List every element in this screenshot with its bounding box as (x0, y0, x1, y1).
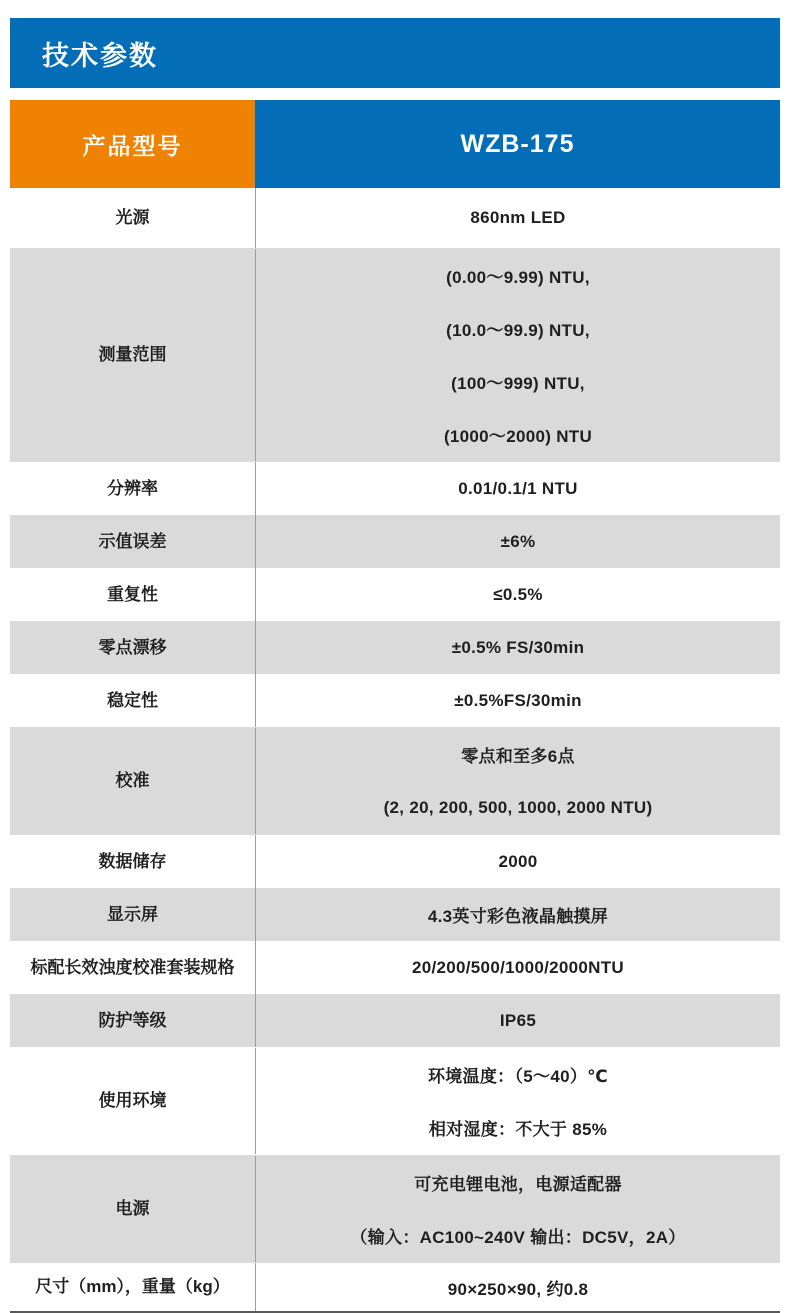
spec-value-cell (255, 888, 780, 941)
section-title-bar (10, 18, 780, 88)
spec-value-cell (255, 1263, 780, 1311)
spec-name-cell: 分辨率 (107, 478, 158, 498)
spec-value-cell (255, 515, 780, 568)
spec-value-cell (255, 994, 780, 1047)
spec-value-cell (255, 674, 780, 727)
table-row (10, 727, 780, 835)
spec-value-line: ±0.5%FS/30min (454, 690, 582, 710)
spec-value-cell (255, 728, 780, 834)
spec-value-line: (0.00～9.99) NTU, (446, 268, 590, 287)
table-row (10, 1263, 780, 1311)
spec-value-cell (255, 462, 780, 515)
spec-name-cell: 数据储存 (98, 851, 167, 871)
spec-value-line: 4.3英寸彩色液晶触摸屏 (427, 907, 609, 926)
spec-name-cell: 光源 (115, 208, 150, 228)
spec-value-cell (255, 1048, 780, 1154)
spec-value-line: 860nm LED (470, 208, 566, 227)
table-row (10, 941, 780, 994)
product-model-header-cell: 产品型号 (10, 100, 255, 188)
spec-value-line: 90×250×90, 约0.8 (447, 1279, 589, 1299)
spec-value-cell (255, 568, 780, 621)
spec-value-line: ±0.5% FS/30min (451, 637, 585, 657)
table-row (10, 888, 780, 941)
table-row (10, 621, 780, 674)
spec-value-line: （输入：AC100~240V 输出：DC5V，2A） (350, 1228, 686, 1247)
spec-value-cell (255, 249, 780, 461)
table-row (10, 248, 780, 462)
spec-name-cell: 尺寸（mm），重量（kg） (35, 1277, 230, 1297)
spec-name-cell: 校准 (115, 771, 150, 791)
spec-value-line: 0.01/0.1/1 NTU (458, 478, 578, 498)
spec-value-line: 环境温度：（5～40）℃ (427, 1067, 609, 1086)
spec-value-line: (10.0～99.9) NTU, (446, 321, 590, 340)
spec-name-cell: 重复性 (107, 584, 158, 604)
table-row (10, 515, 780, 568)
spec-value-cell (255, 621, 780, 674)
spec-value-line: 相对湿度：不大于 85% (428, 1120, 608, 1139)
spec-value-line: 20/200/500/1000/2000NTU (411, 957, 624, 977)
spec-name-cell: 电源 (115, 1199, 150, 1219)
spec-value-line: (1000～2000) NTU (443, 427, 593, 446)
spec-name-cell: 防护等级 (98, 1010, 167, 1030)
table-row (10, 568, 780, 621)
spec-name-cell: 零点漂移 (98, 637, 167, 657)
spec-value-cell (255, 188, 780, 248)
spec-value-cell (255, 1156, 780, 1262)
table-row (10, 994, 780, 1047)
table-row (10, 1047, 780, 1155)
table-row (10, 674, 780, 727)
spec-value-line: ≤0.5% (493, 584, 543, 604)
spec-table (10, 100, 780, 1313)
spec-name-cell: 测量范围 (98, 345, 167, 365)
section-title: 技术参数 (42, 40, 158, 71)
spec-name-cell: 标配长效浊度校准套装规格 (30, 957, 235, 977)
spec-value-line: 可充电锂电池，电源适配器 (414, 1175, 622, 1194)
spec-value-line: 2000 (498, 851, 538, 871)
spec-value-cell (255, 941, 780, 994)
table-header-row (10, 100, 780, 188)
spec-value-line: IP65 (499, 1010, 537, 1030)
product-model-value-cell: WZB-175 (255, 100, 780, 188)
spec-value-line: (2, 20, 200, 500, 1000, 2000 NTU) (383, 797, 653, 817)
spec-value-line: 零点和至多6点 (461, 747, 575, 766)
table-body (10, 188, 780, 1311)
table-row (10, 462, 780, 515)
spec-value-line: (100～999) NTU, (451, 374, 585, 393)
spec-name-cell: 稳定性 (107, 690, 158, 710)
table-row (10, 1155, 780, 1263)
table-row (10, 835, 780, 888)
spec-value-line: ±6% (500, 531, 536, 551)
spec-value-cell (255, 835, 780, 888)
spec-name-cell: 使用环境 (98, 1091, 167, 1111)
spec-name-cell: 示值误差 (98, 531, 167, 551)
table-row (10, 188, 780, 248)
spec-name-cell: 显示屏 (107, 904, 158, 924)
